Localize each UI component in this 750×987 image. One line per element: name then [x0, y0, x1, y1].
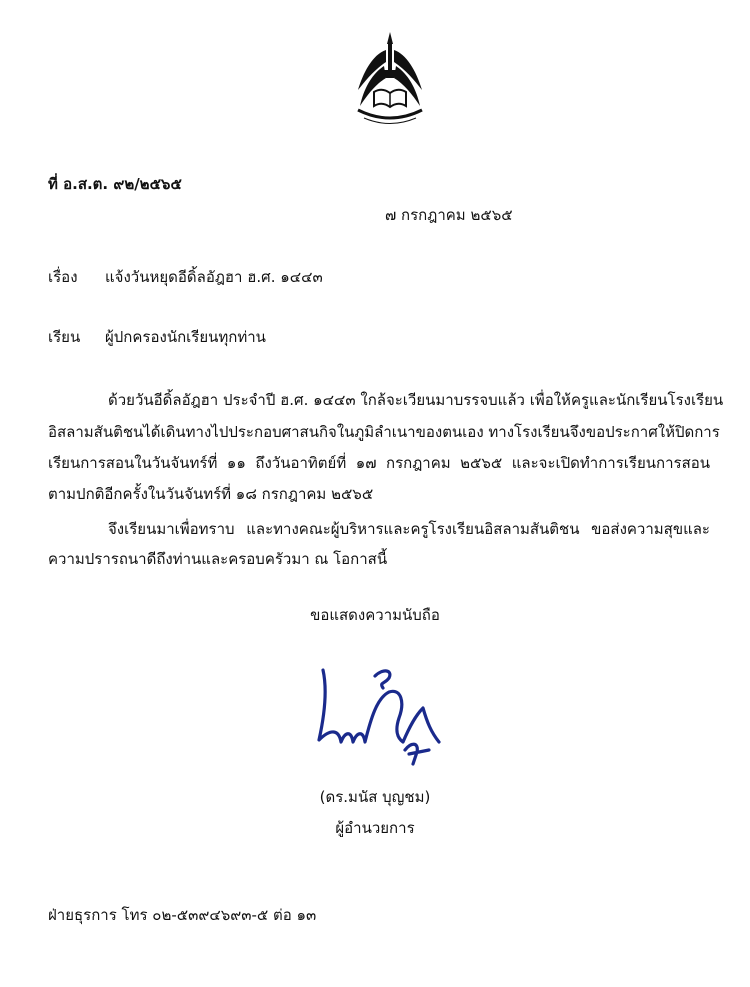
- letter-date: ๗ กรกฎาคม ๒๕๖๕: [385, 206, 513, 224]
- closing-salutation: ขอแสดงความนับถือ: [310, 606, 440, 624]
- body-paragraph-1-line-4: ตามปกติอีกครั้งในวันจันทร์ที่ ๑๘ กรกฎาคม ๒๕๖๕: [48, 485, 374, 503]
- body-paragraph-1-line-1: ด้วยวันอีดิ้ลอัฎฮา ประจำปี ฮ.ศ. ๑๔๔๓ ใกล้จะเวียนมาบรรจบแล้ว เพื่อให้ครูและนักเรียนโรงเรียน: [108, 391, 724, 409]
- school-emblem-icon: [350, 30, 430, 130]
- recipient-label: เรียน: [48, 328, 81, 346]
- reference-number: ที่ อ.ส.ต. ๙๒/๒๕๖๕: [48, 175, 182, 193]
- recipient-text: ผู้ปกครองนักเรียนทุกท่าน: [105, 328, 266, 346]
- handwritten-signature: [305, 658, 455, 768]
- signer-name: (ดร.มนัส บุญชม): [319, 788, 431, 806]
- body-paragraph-2-line-2: ความปรารถนาดีถึงท่านและครอบครัวมา ณ โอกาสนี้: [48, 550, 388, 568]
- signer-position: ผู้อำนวยการ: [335, 819, 415, 837]
- body-paragraph-1-line-3: เรียนการสอนในวันจันทร์ที่ ๑๑ ถึงวันอาทิตย์ที่ ๑๗ กรกฎาคม ๒๕๖๕ และจะเปิดทำการเรียนการสอน: [48, 454, 710, 472]
- subject-label: เรื่อง: [48, 268, 78, 286]
- body-paragraph-2-line-1: จึงเรียนมาเพื่อทราบ และทางคณะผู้บริหารและครูโรงเรียนอิสลามสันติชน ขอส่งความสุขและ: [108, 520, 710, 538]
- body-paragraph-1-line-2: อิสลามสันติชนได้เดินทางไปประกอบศาสนกิจในภูมิลำเนาของตนเอง ทางโรงเรียนจึงขอประกาศให้ปิดการ: [48, 423, 720, 441]
- contact-info: ฝ่ายธุรการ โทร ๐๒-๕๓๙๔๖๙๓-๕ ต่อ ๑๓: [48, 906, 317, 924]
- subject-text: แจ้งวันหยุดอีดิ้ลอัฎฮา ฮ.ศ. ๑๔๔๓: [105, 268, 323, 286]
